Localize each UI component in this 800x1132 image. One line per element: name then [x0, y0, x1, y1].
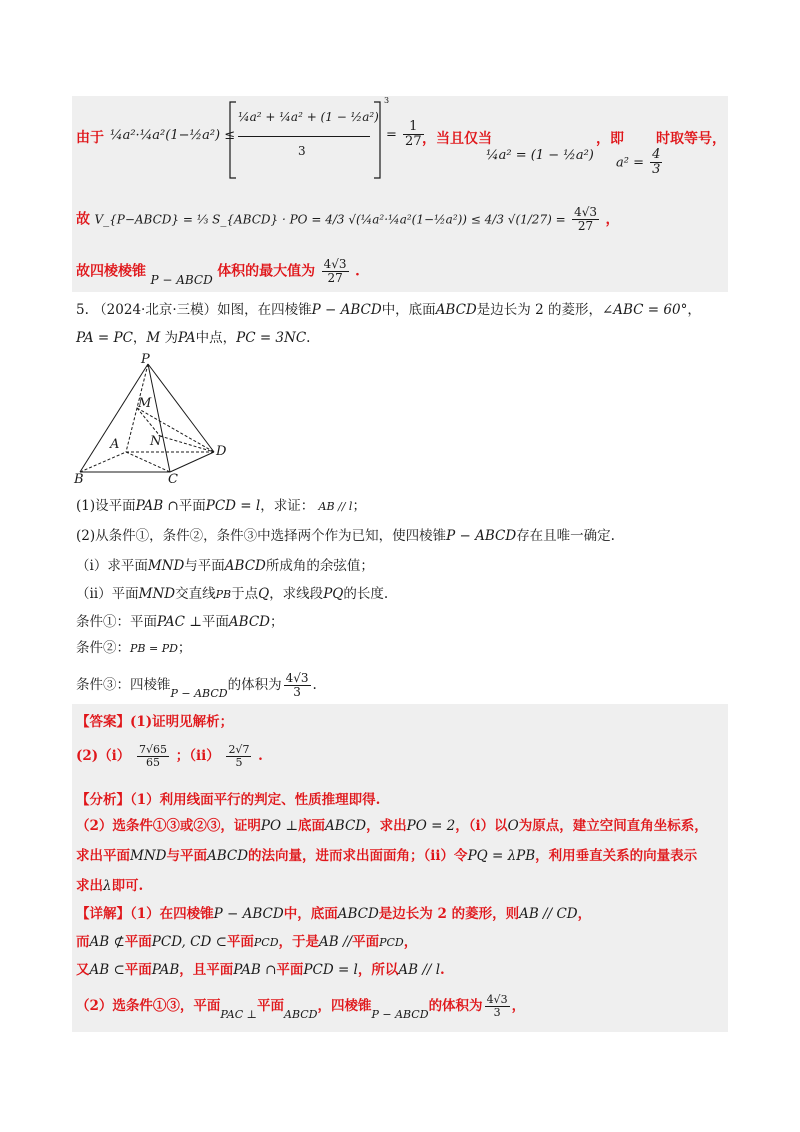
- top-condition: ¼a² = (1 − ½a²): [486, 148, 594, 163]
- figure-label-D: D: [216, 444, 227, 459]
- answer-line-1: 【答案】(1)证明见解析；: [76, 714, 234, 730]
- condition-1: 条件①：平面PAC ⊥平面ABCD；: [76, 614, 284, 630]
- figure-label-M: M: [138, 396, 152, 411]
- question-1: (1)设平面PAB ∩平面PCD = l，求证： AB // l；: [76, 498, 366, 514]
- bracket-numerator: ¼a² + ¼a² + (1 − ½a²): [238, 110, 379, 124]
- detail-line-1: 【详解】（1）在四棱锥P − ABCD中，底面ABCD是边长为 2 的菱形，则AB // CD，: [76, 906, 592, 922]
- figure-label-A: A: [110, 437, 120, 452]
- figure-label-N: N: [150, 434, 162, 449]
- top-a2: a² = $\frac{4}{3}$: [616, 147, 661, 178]
- figure-label-B: B: [74, 472, 84, 487]
- condition-2: 条件②：PB = PD；: [76, 640, 192, 656]
- question-2-i: （ⅰ）求平面MND与平面ABCD所成角的余弦值；: [76, 558, 374, 574]
- question-2-ii: （ⅱ）平面MND交直线PB于点Q，求线段PQ的长度.: [76, 586, 389, 602]
- top-ji: ，即: [596, 131, 624, 147]
- top-tail: 时取等号，: [656, 131, 726, 147]
- top-line-3: 故四棱棱锥 P − ABCD 体积的最大值为 $\frac{4√3}{27}$ .: [76, 257, 360, 287]
- bracket-right: [372, 100, 382, 180]
- detail-line-2: 而AB ⊄平面PCD, CD ⊂平面PCD，于是AB //平面PCD，: [76, 934, 418, 950]
- pyramid-figure: [70, 352, 250, 492]
- detail-line-3: 又AB ⊂平面PAB，且平面PAB ∩平面PCD = l，所以AB // l.: [76, 962, 445, 978]
- answer-line-2: (2)（ⅰ） $\frac{7√65}{65}$ ；（ⅱ） $\frac{2√7}{5}$ .: [76, 743, 263, 770]
- analysis-line-2: （2）选条件①③或②③，证明PO ⊥底面ABCD，求出PO = 2，（ⅰ）以O为原点，建立空间直角坐标系，: [76, 818, 708, 834]
- detail-line-4: （2）选条件①③，平面$_{PAC \perp}$平面$_{ABCD}$，四棱锥$_{P - ABCD}$的体积为 $\frac{4√3}{3}$ ，: [76, 993, 526, 1022]
- bracket-fraction-bar: [238, 136, 370, 137]
- top-line-2: 故 V_{P−ABCD} = ⅓ S_{ABCD} · PO = 4/3 √(¼a²·¼a²(1−½a²)) ≤ 4/3 √(1/27) = $\frac{4√3}{27}$ ，: [76, 205, 620, 234]
- analysis-line-1: 【分析】（1）利用线面平行的判定、性质推理即得.: [76, 792, 381, 808]
- question-2: (2)从条件①，条件②，条件③中选择两个作为已知，使四棱锥P − ABCD存在且唯一确定.: [76, 528, 615, 544]
- bracket-left: [228, 100, 238, 180]
- top-when: ，当且仅当: [422, 131, 492, 147]
- bracket-power: 3: [384, 96, 390, 105]
- condition-3: 条件③：四棱锥$_{P - ABCD}$的体积为 $\frac{4√3}{3}$ .: [76, 671, 317, 701]
- analysis-line-3: 求出平面MND与平面ABCD的法向量，进而求出面面角；（ⅱ）令PQ = λPB，利用垂直关系的向量表示: [76, 848, 698, 864]
- problem-line-2: PA = PC，M 为PA中点，PC = 3NC.: [76, 330, 311, 346]
- figure-label-P: P: [141, 352, 150, 367]
- top-line-1: 由于: [76, 130, 104, 146]
- figure-label-C: C: [168, 472, 178, 487]
- top-line-1-ineq: ¼a²·¼a²(1−½a²) ≤: [110, 128, 236, 143]
- top-eq-value: = $\frac{1}{27}$: [386, 119, 422, 150]
- bracket-denominator: 3: [298, 144, 306, 158]
- problem-line-1: 5. （2024·北京·三模）如图，在四棱锥P − ABCD中，底面ABCD是边长为 2 的菱形，∠ABC = 60°，: [76, 302, 701, 318]
- analysis-line-4: 求出λ即可.: [76, 878, 144, 894]
